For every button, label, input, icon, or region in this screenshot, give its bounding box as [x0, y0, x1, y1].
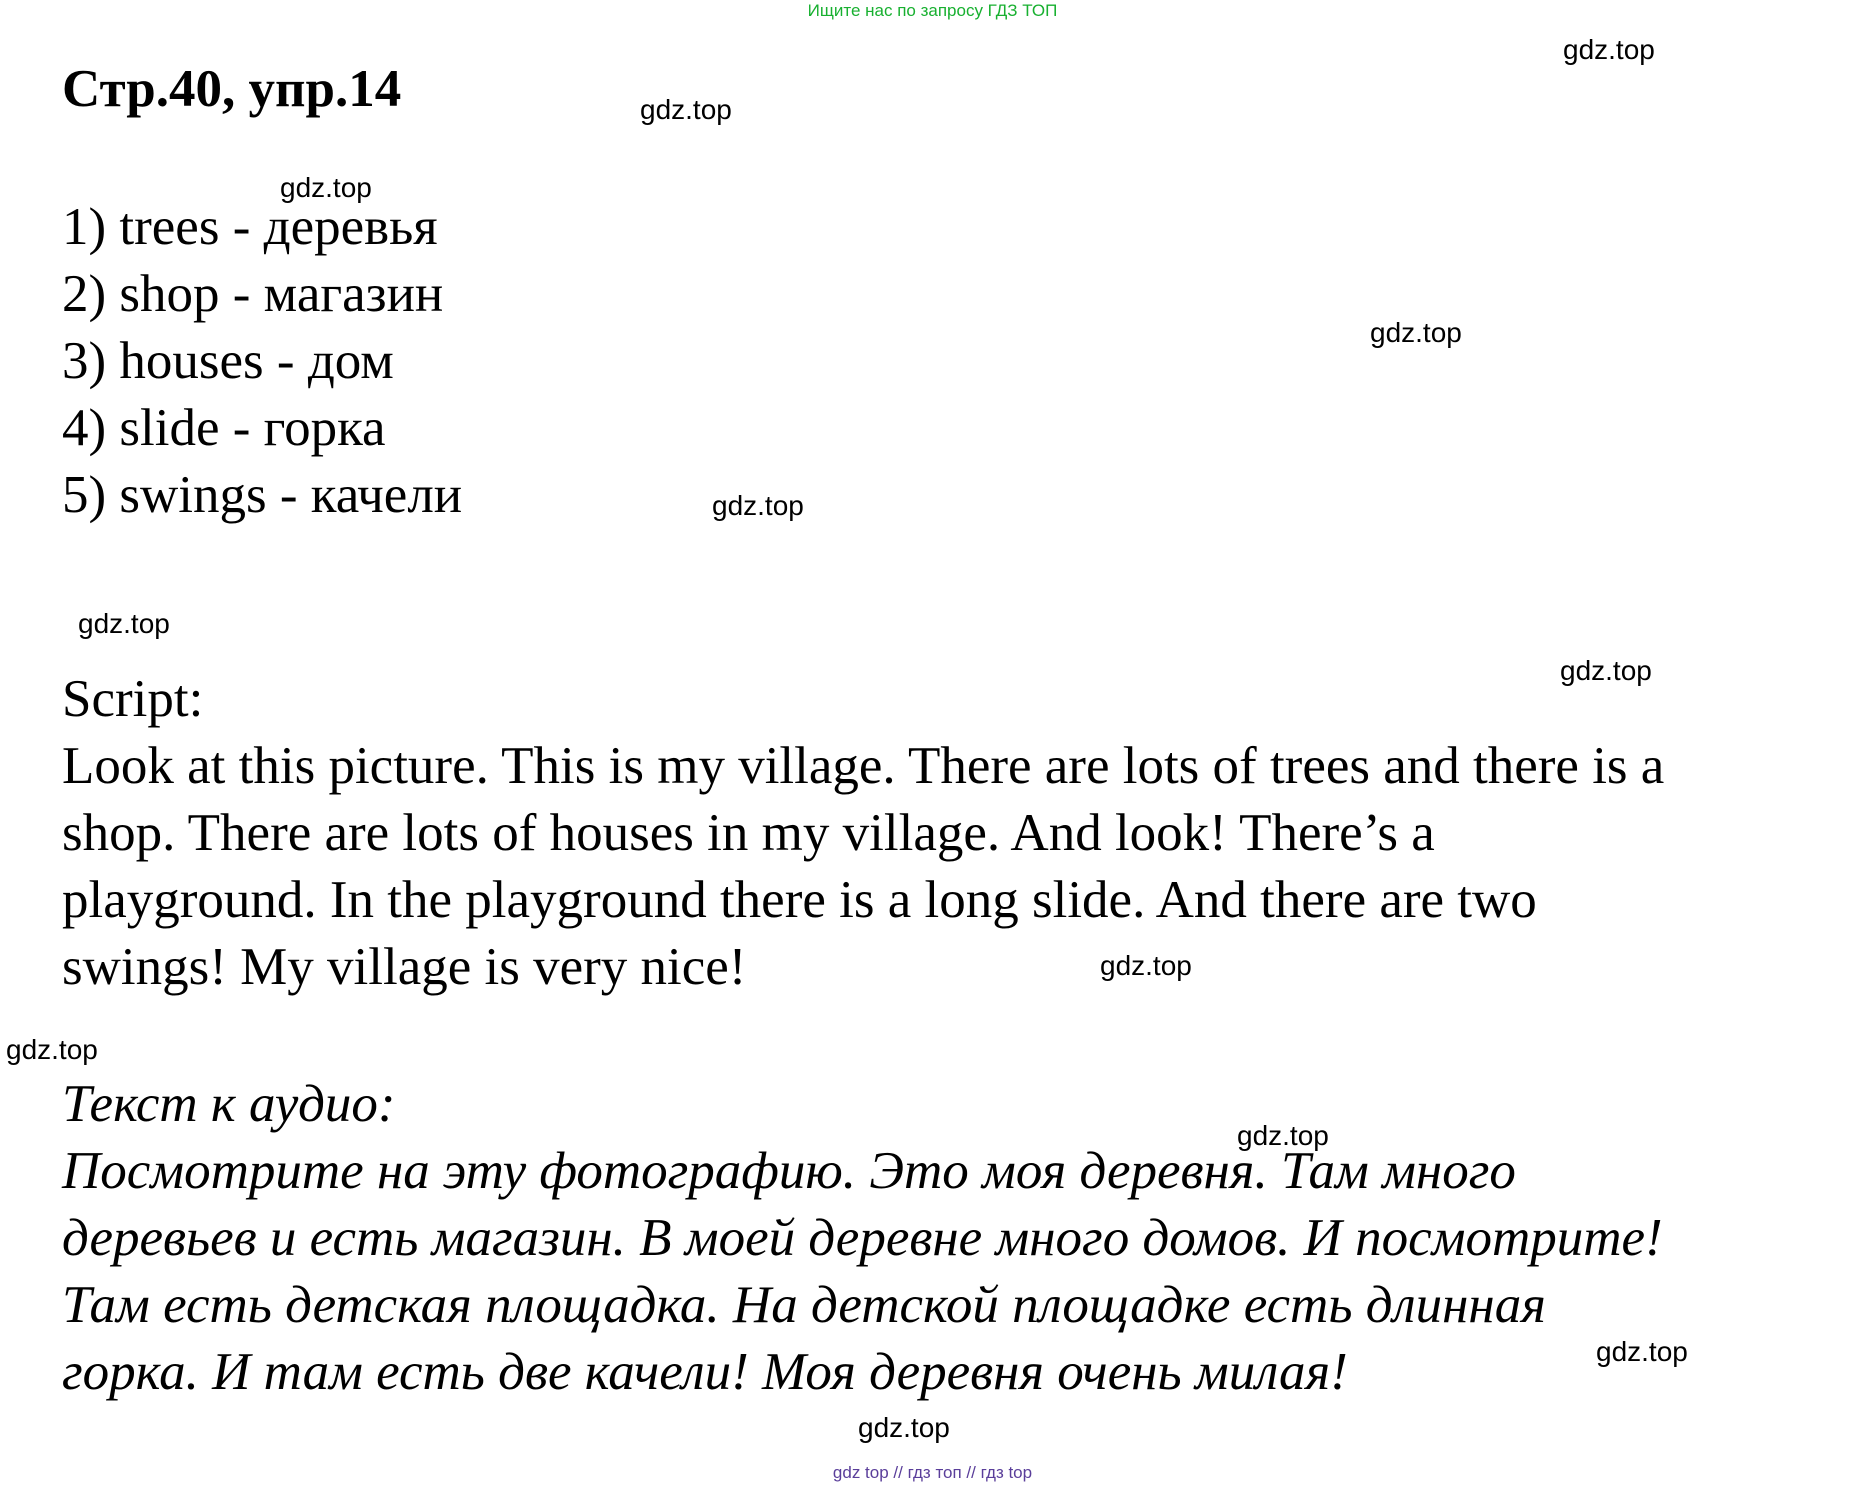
watermark: gdz.top — [1100, 950, 1192, 981]
footer: gdz top // гдз топ // гдз top — [832, 1463, 1033, 1482]
script-text — [62, 733, 1862, 1001]
watermark: gdz.top — [1560, 655, 1652, 686]
script-line: swings! My village is very nice! — [62, 938, 747, 996]
audio-line: Там есть детская площадка. На детской площадке есть длинная — [62, 1276, 1546, 1334]
watermark: gdz.top — [858, 1412, 950, 1443]
watermark: gdz.top — [640, 94, 732, 125]
list-item: 3) houses - дом — [62, 332, 394, 390]
audio-line: горка. И там есть две качели! Моя деревня очень милая! — [62, 1343, 1348, 1401]
audio-label: Текст к аудио: — [62, 1075, 396, 1133]
answer-list — [62, 194, 462, 529]
watermark: gdz.top — [1563, 34, 1655, 65]
watermark: gdz.top — [78, 608, 170, 639]
script-line: Look at this picture. This is my village. There are lots of trees and there is a — [62, 737, 1665, 795]
watermark: gdz.top — [1596, 1336, 1688, 1367]
watermark: gdz.top — [6, 1034, 98, 1065]
audio-text — [62, 1138, 1663, 1406]
top-banner: Ищите нас по запросу ГДЗ ТОП — [807, 1, 1058, 20]
audio-line: деревьев и есть магазин. В моей деревне много домов. И посмотрите! — [62, 1209, 1663, 1267]
list-item: 1) trees - деревья — [62, 198, 438, 256]
script-label: Script: — [62, 670, 204, 728]
script-line: playground. In the playground there is a long slide. And there are two — [62, 871, 1537, 929]
page-title: Стр.40, упр.14 — [62, 60, 402, 118]
watermark: gdz.top — [712, 490, 804, 521]
list-item: 4) slide - горка — [62, 399, 386, 457]
watermark: gdz.top — [1370, 317, 1462, 348]
watermark: gdz.top — [1237, 1120, 1329, 1151]
list-item: 2) shop - магазин — [62, 265, 444, 323]
list-item: 5) swings - качели — [62, 466, 463, 524]
script-line: shop. There are lots of houses in my village. And look! There’s a — [62, 804, 1435, 862]
watermark: gdz.top — [280, 172, 372, 203]
audio-line: Посмотрите на эту фотографию. Это моя деревня. Там много — [62, 1142, 1516, 1200]
